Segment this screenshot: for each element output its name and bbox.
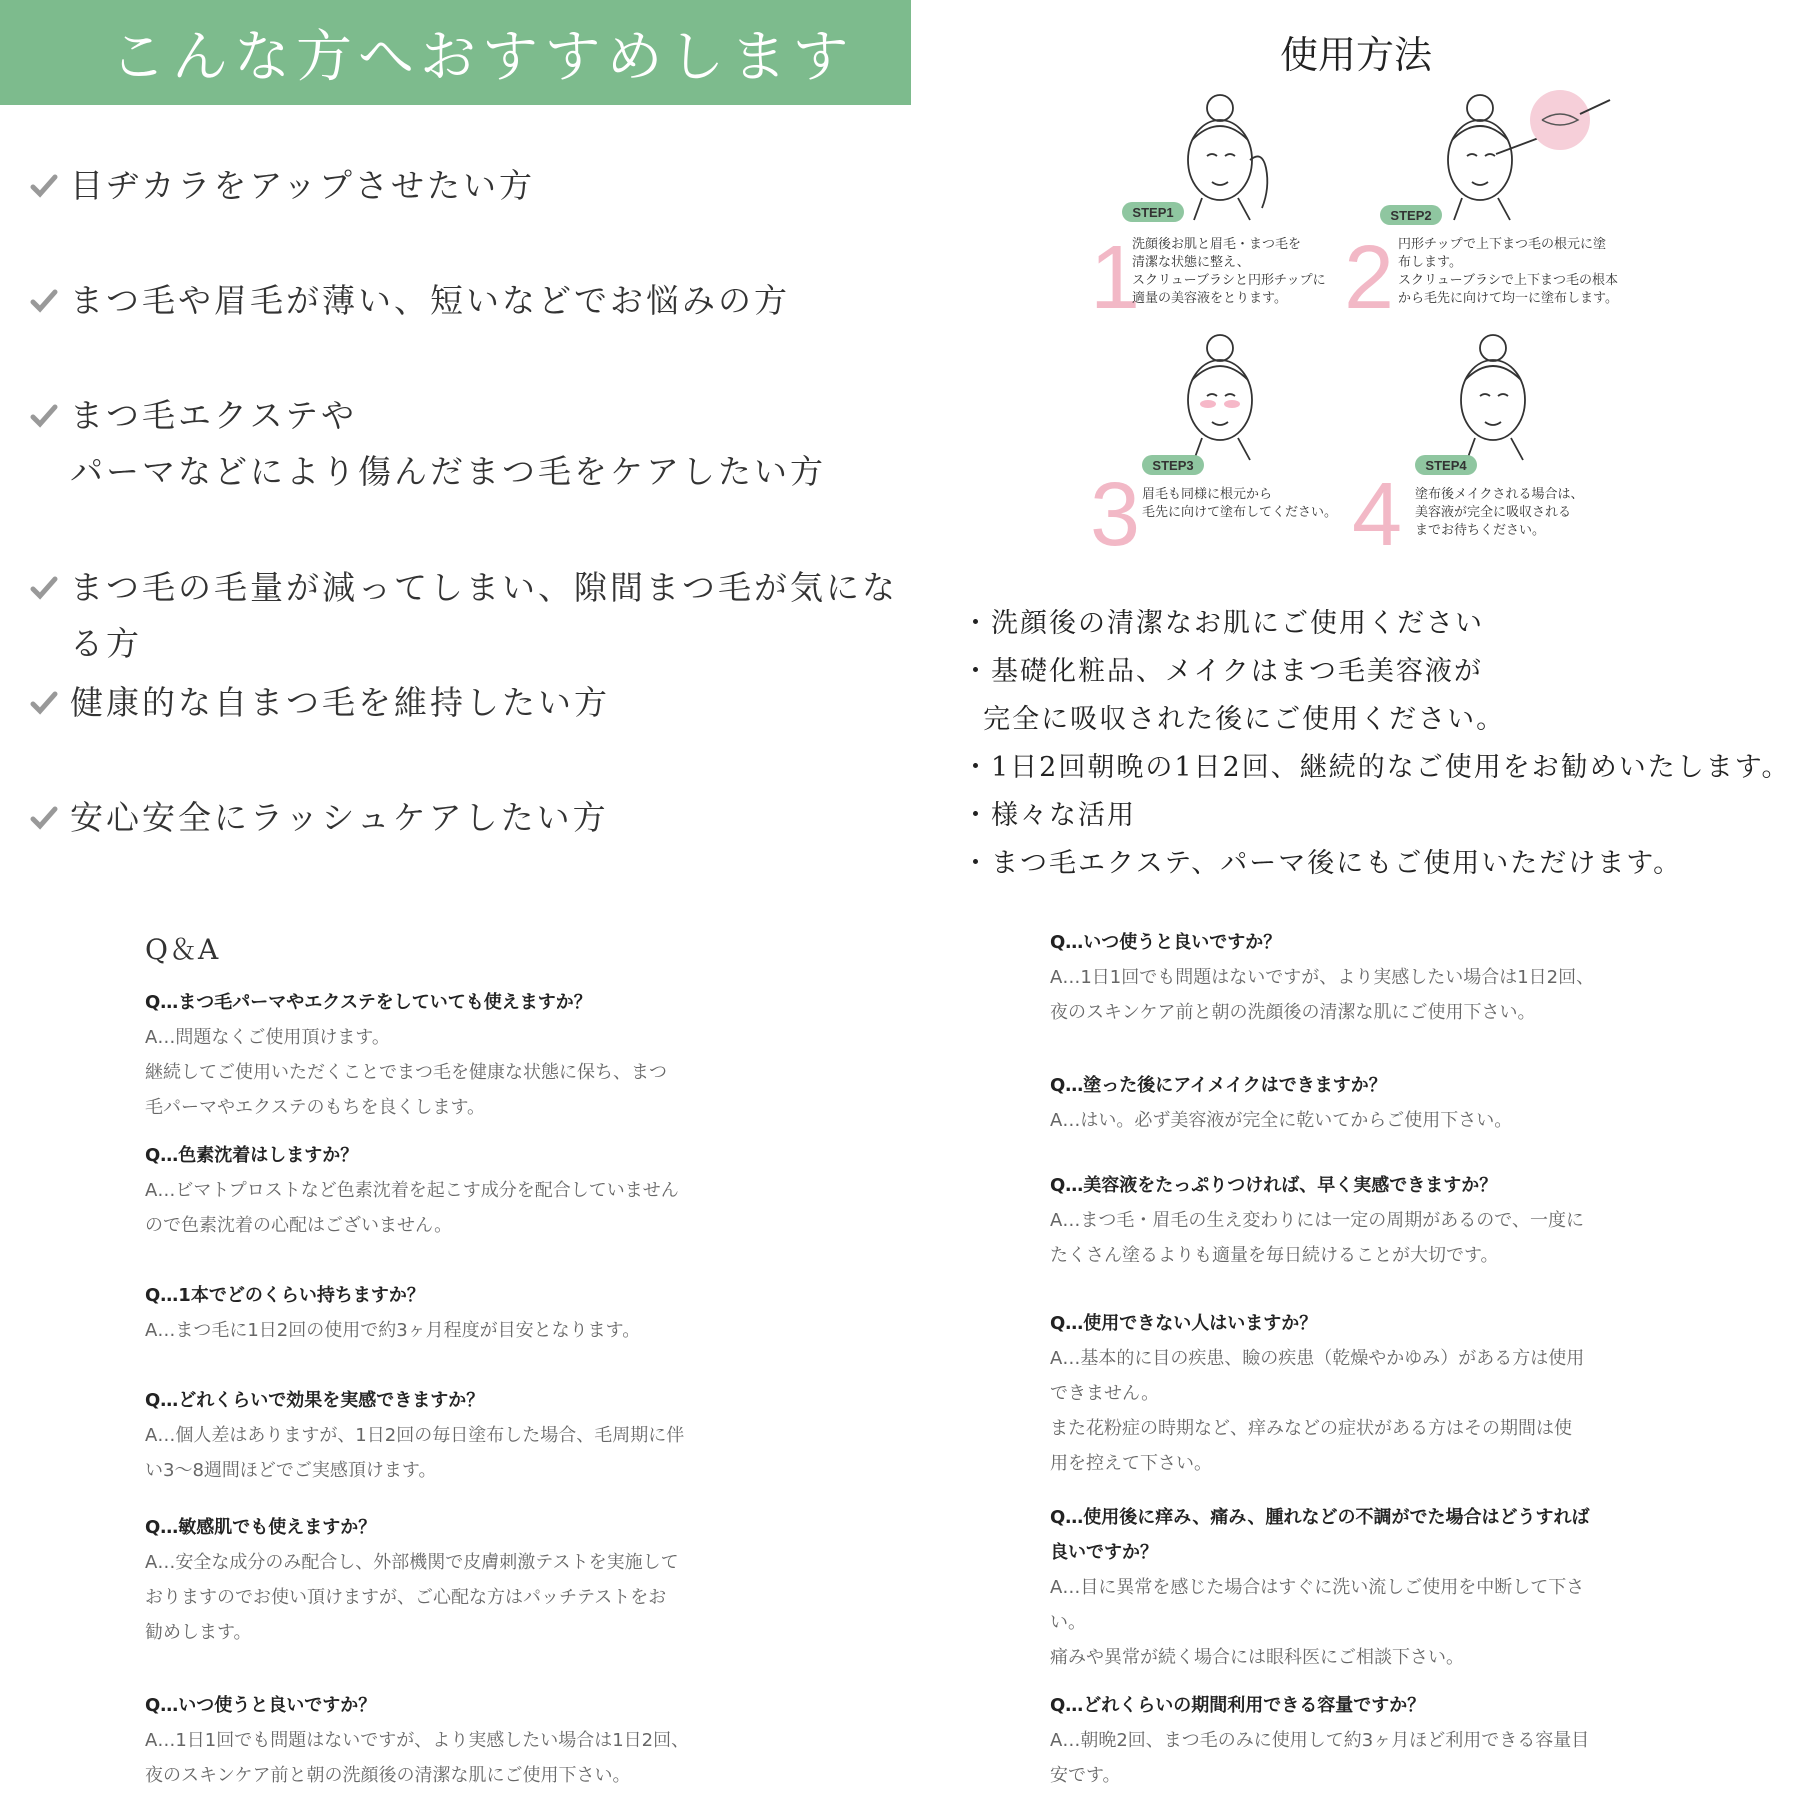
answer: A…まつ毛に1日2回の使用で約3ヶ月程度が目安となります。 (145, 1320, 641, 1341)
qa-item (1050, 1688, 1589, 1793)
qa-item (145, 1383, 684, 1488)
check-icon (30, 804, 58, 832)
answer: A…はい。必ず美容液が完全に乾いてからご使用下さい。 (1050, 1110, 1513, 1131)
question: Q…1本でどのくらい持ちますか？ (145, 1285, 425, 1306)
qa-item (1050, 1168, 1584, 1273)
check-icon (30, 287, 58, 315)
step-text-line: 適量の美容液をとります。 (1132, 291, 1287, 306)
qa-item (1050, 1306, 1584, 1481)
answer: A…個人差はありますが、1日2回の毎日塗布した場合、毛周期に伴 い3〜8週間ほどでご実感頂けます。 (145, 1425, 685, 1481)
qa-item (145, 1138, 679, 1243)
recommend-text: まつ毛の毛量が減ってしまい、隙間まつ毛が気になる方 (70, 568, 898, 663)
question: Q…塗った後にアイメイクはできますか？ (1050, 1075, 1387, 1096)
question: Q…色素沈着はしますか？ (145, 1145, 359, 1166)
step-number: 1 (1090, 228, 1141, 328)
check-icon (30, 574, 58, 602)
answer: A…安全な成分のみ配合し、外部機関で皮膚刺激テストを実施して おりますのでお使い頂けますが、ご心配な方はパッチテストをお 勧めします。 (145, 1552, 679, 1643)
usage-title: 使用方法 (1280, 33, 1433, 77)
step-3 (1090, 335, 1337, 560)
face-illustration-icon (1188, 95, 1267, 220)
qa-item (1050, 1500, 1589, 1675)
recommend-banner (0, 0, 911, 105)
step-label: STEP4 (1425, 458, 1467, 473)
qa-title: Q＆A (145, 933, 220, 966)
answer: A…1日1回でも問題はないですが、より実感したい場合は1日2回、 夜のスキンケア前と朝の洗顔後の清潔な肌にご使用下さい。 (1050, 967, 1595, 1023)
question: Q…どれくらいの期間利用できる容量ですか？ (1050, 1695, 1426, 1716)
answer: A…朝晩2回、まつ毛のみに使用して約3ヶ月ほど利用できる容量目 安です。 (1050, 1730, 1590, 1786)
step-text-line: までお待ちください。 (1415, 523, 1546, 538)
step-1 (1090, 95, 1326, 328)
usage-note: ・洗顔後の清潔なお肌にご使用ください (962, 608, 1484, 639)
recommend-text: まつ毛や眉毛が薄い、短いなどでお悩みの方 (70, 281, 790, 320)
step-text-line: 布します。 (1398, 255, 1462, 270)
qa-item (145, 1278, 640, 1348)
usage-note: 完全に吸収された後にご使用ください。 (962, 704, 1506, 735)
question: Q…いつ使うと良いですか？ (1050, 932, 1282, 953)
qa-item (1050, 925, 1594, 1030)
qa-item (145, 985, 667, 1125)
recommend-text: 健康的な自まつ毛を維持したい方 (70, 683, 610, 722)
question: Q…どれくらいで効果を実感できますか？ (145, 1390, 485, 1411)
step-number: 3 (1090, 465, 1141, 560)
face-illustration-icon (1461, 335, 1525, 460)
step-text-line: 毛先に向けて塗布してください。 (1142, 505, 1338, 520)
question: Q…使用後に痒み、痛み、腫れなどの不調がでた場合はどうすれば 良いですか？ (1050, 1507, 1590, 1563)
step-text-line: から毛先に向けて均一に塗布します。 (1398, 291, 1618, 306)
step-text-line: スクリューブラシと円形チップに (1132, 273, 1326, 288)
step-text-line: 洗顔後お肌と眉毛・まつ毛を (1132, 237, 1302, 252)
banner-title: こんな方へおすすめします (110, 24, 855, 90)
question: Q…敏感肌でも使えますか？ (145, 1517, 377, 1538)
step-text-line: 清潔な状態に整え、 (1132, 255, 1250, 270)
qa-item (1050, 1068, 1512, 1138)
question: Q…美容液をたっぷりつければ、早く実感できますか？ (1050, 1175, 1498, 1196)
answer: A…ビマトプロストなど色素沈着を起こす成分を配合していません ので色素沈着の心配はございません。 (145, 1180, 679, 1236)
answer: A…基本的に目の疾患、瞼の疾患（乾燥やかゆみ）がある方は使用 できません。 また花粉症の時期など、痒みなどの症状がある方はその期間は使 用を控えて下さい。 (1050, 1348, 1585, 1474)
step-4 (1352, 335, 1583, 560)
recommend-item (30, 273, 790, 329)
recommend-item (30, 790, 609, 846)
recommend-text: 目ヂカラをアップさせたい方 (70, 166, 536, 205)
answer: A…1日1回でも問題はないですが、より実感したい場合は1日2回、 夜のスキンケア前と朝の洗顔後の清潔な肌にご使用下さい。 (145, 1730, 690, 1786)
qa-item (145, 1688, 689, 1793)
usage-note: ・1日2回朝晩の1日2回、継続的なご使用をお勧めいたします。 (962, 752, 1791, 783)
usage-steps (1090, 90, 1630, 560)
step-number: 4 (1352, 465, 1403, 560)
step-label: STEP1 (1132, 205, 1174, 220)
check-icon (30, 689, 58, 717)
eye-closeup-icon (1530, 90, 1590, 150)
recommend-text: 安心安全にラッシュケアしたい方 (70, 798, 609, 837)
face-illustration-icon (1188, 335, 1252, 460)
question: Q…使用できない人はいますか？ (1050, 1313, 1318, 1334)
answer: A…まつ毛・眉毛の生え変わりには一定の周期があるので、一度に たくさん塗るよりも適量を毎日続けることが大切です。 (1050, 1210, 1584, 1266)
question: Q…いつ使うと良いですか？ (145, 1695, 377, 1716)
step-2 (1344, 90, 1618, 328)
check-icon (30, 172, 58, 200)
step-label: STEP3 (1152, 458, 1194, 473)
step-text-line: 円形チップで上下まつ毛の根元に塗 (1398, 237, 1607, 252)
usage-note: ・様々な活用 (962, 800, 1136, 831)
question: Q…まつ毛パーマやエクステをしていても使えますか？ (145, 992, 592, 1013)
step-text-line: スクリューブラシで上下まつ毛の根本 (1398, 273, 1618, 288)
usage-notes (962, 600, 1792, 888)
recommend-item (30, 675, 610, 731)
step-number: 2 (1344, 228, 1395, 328)
step-text-line: 眉毛も同様に根元から (1142, 487, 1273, 502)
step-text-line: 美容液が完全に吸収される (1415, 505, 1572, 520)
step-label: STEP2 (1390, 208, 1432, 223)
usage-note: ・まつ毛エクステ、パーマ後にもご使用いただけます。 (962, 848, 1683, 879)
recommend-item (30, 388, 826, 500)
qa-item (145, 1510, 679, 1650)
step-text-line: 塗布後メイクされる場合は、 (1415, 487, 1584, 502)
answer: A…問題なくご使用頂けます。 継続してご使用いただくことでまつ毛を健康な状態に保ち、まつ 毛パーマやエクステのもちを良くします。 (145, 1027, 667, 1118)
recommend-item (30, 560, 920, 672)
recommend-item (30, 158, 535, 214)
recommend-text: まつ毛エクステや パーマなどにより傷んだまつ毛をケアしたい方 (70, 396, 826, 491)
usage-note: ・基礎化粧品、メイクはまつ毛美容液が (962, 656, 1483, 687)
check-icon (30, 402, 58, 430)
answer: A…目に異常を感じた場合はすぐに洗い流しご使用を中断して下さ い。 痛みや異常が続く場合には眼科医にご相談下さい。 (1050, 1577, 1585, 1668)
